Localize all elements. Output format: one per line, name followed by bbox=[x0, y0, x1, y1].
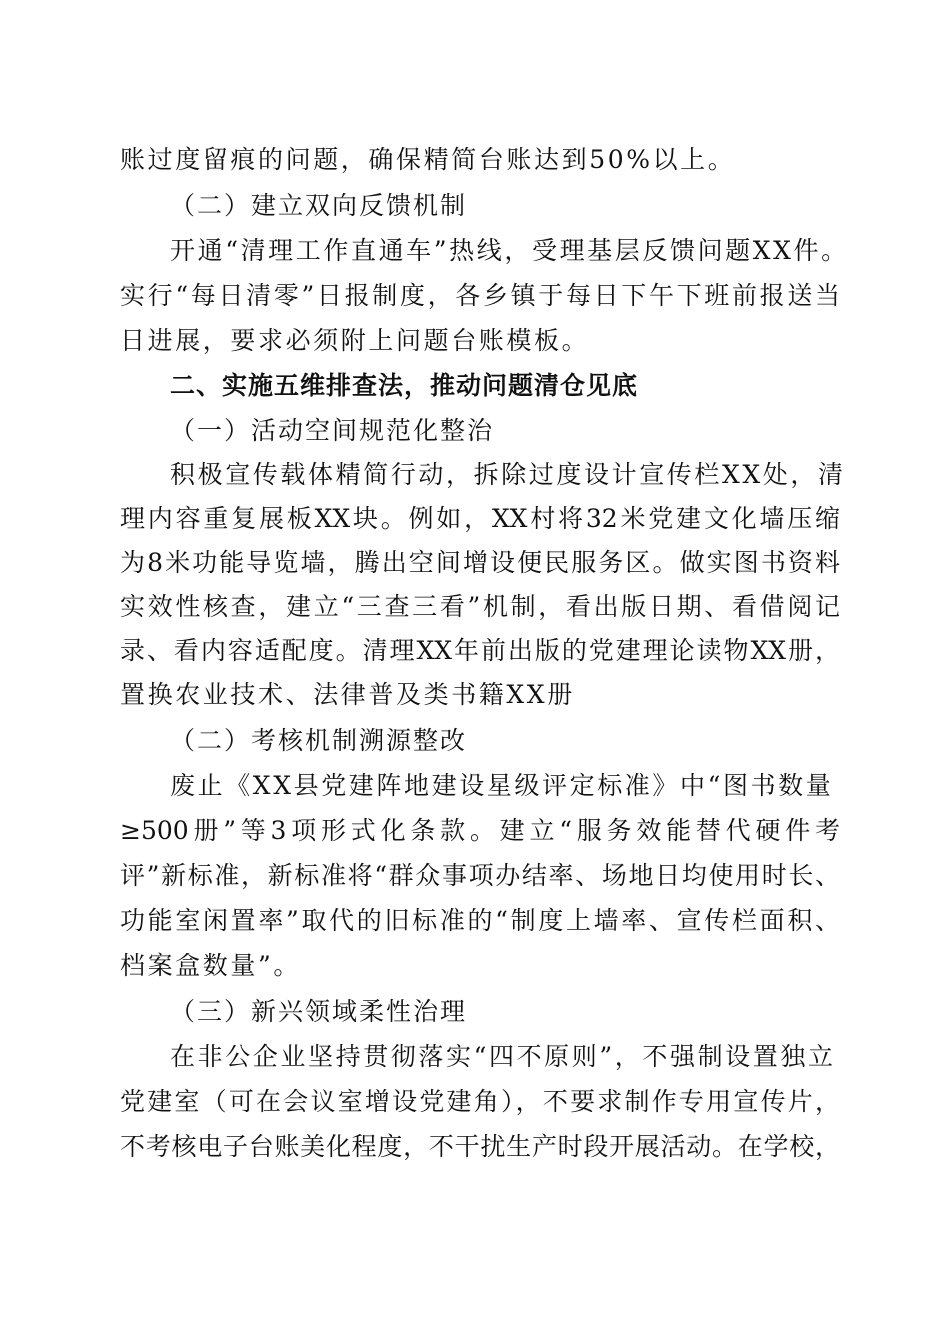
paragraph-line: 党建室（可在会议室增设党建角），不要求制作专用宣传片， bbox=[120, 1087, 840, 1116]
paragraph-line: 理内容重复展板XX块。例如，XX村将32米党建文化墙压缩 bbox=[120, 504, 840, 533]
subsection-heading: （三）新兴领域柔性治理 bbox=[170, 997, 468, 1026]
paragraph-line: 档案盒数量”。 bbox=[120, 951, 301, 980]
section-heading: 二、实施五维排查法，推动问题清仓见底 bbox=[170, 371, 639, 400]
paragraph-line: 实行“每日清零”日报制度，各乡镇于每日下午下班前报送当 bbox=[120, 281, 840, 310]
paragraph-line: 录、看内容适配度。清理XX年前出版的党建理论读物XX册， bbox=[120, 636, 840, 665]
subsection-heading: （一）活动空间规范化整治 bbox=[170, 416, 495, 445]
paragraph-line: 日进展，要求必须附上问题台账模板。 bbox=[120, 326, 590, 355]
paragraph-line: ≥500册”等3项形式化条款。建立“服务效能替代硬件考 bbox=[120, 816, 840, 845]
paragraph-line: 实效性核查，建立“三查三看”机制，看出版日期、看借阅记 bbox=[120, 592, 840, 621]
paragraph-line: 废止《XX县党建阵地建设星级评定标准》中“图书数量 bbox=[170, 771, 834, 800]
paragraph-line: 不考核电子台账美化程度，不干扰生产时段开展活动。在学校， bbox=[120, 1132, 840, 1161]
paragraph-line: 功能室闲置率”取代的旧标准的“制度上墙率、宣传栏面积、 bbox=[120, 906, 840, 935]
paragraph-line: 积极宣传载体精简行动，拆除过度设计宣传栏XX处，清 bbox=[170, 460, 846, 489]
paragraph-line: 置换农业技术、法律普及类书籍XX册 bbox=[120, 680, 575, 709]
subsection-heading: （二）考核机制溯源整改 bbox=[170, 726, 468, 755]
subsection-heading: （二）建立双向反馈机制 bbox=[170, 191, 468, 220]
paragraph-line: 为8米功能导览墙，腾出空间增设便民服务区。做实图书资料 bbox=[120, 548, 840, 577]
paragraph-line: 账过度留痕的问题，确保精简台账达到50%以上。 bbox=[120, 145, 736, 174]
paragraph-line: 在非公企业坚持贯彻落实“四不原则”，不强制设置独立 bbox=[170, 1042, 836, 1071]
paragraph-line: 开通“清理工作直通车”热线，受理基层反馈问题XX件。 bbox=[170, 236, 849, 265]
paragraph-line: 评”新标准，新标准将“群众事项办结率、场地日均使用时长、 bbox=[120, 861, 840, 890]
